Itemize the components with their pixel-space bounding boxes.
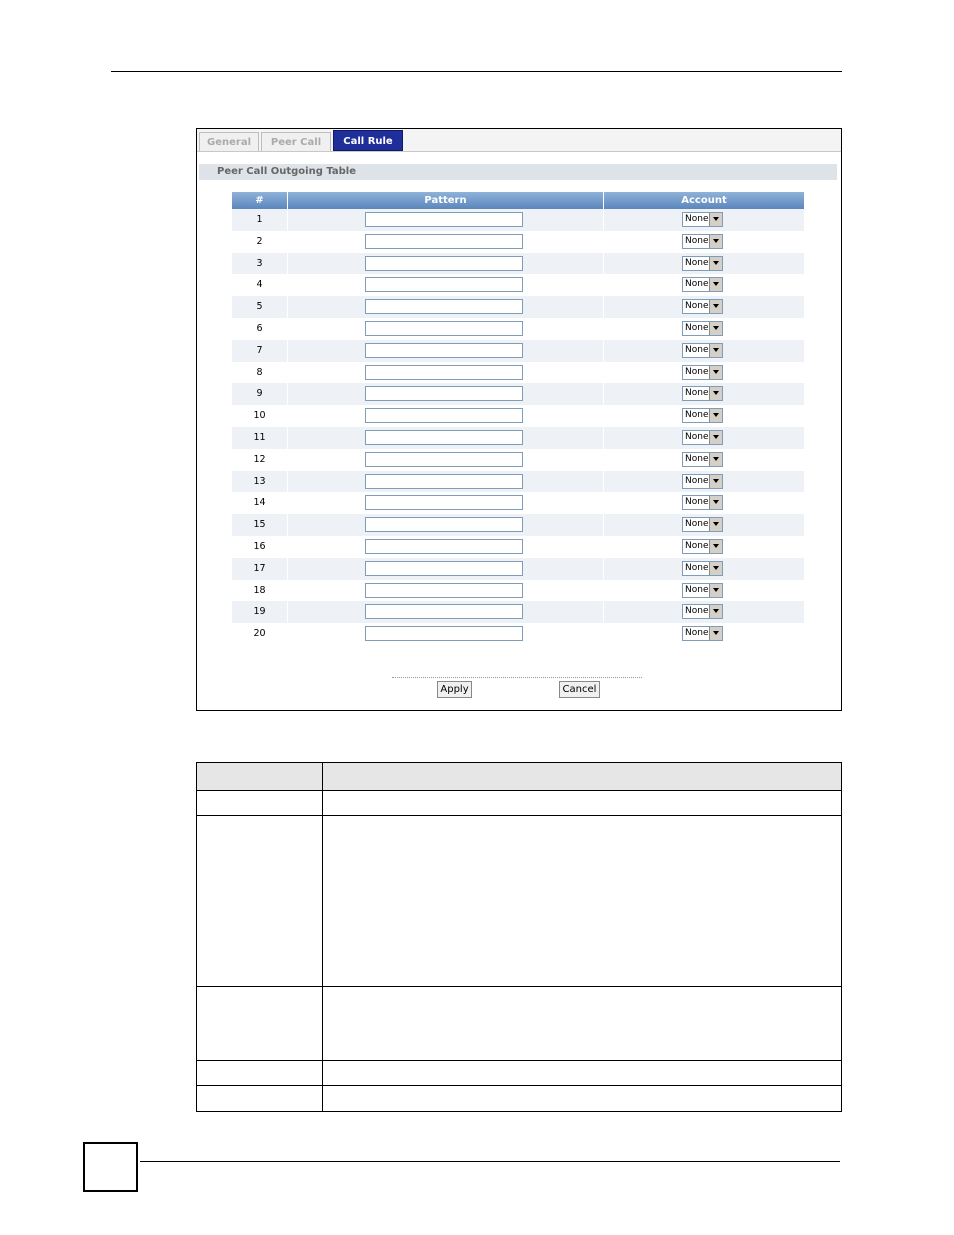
account-select-value: None bbox=[685, 366, 709, 377]
pattern-input[interactable] bbox=[365, 495, 523, 510]
tab-peer-call[interactable]: Peer Call bbox=[261, 132, 331, 151]
cell-divider bbox=[287, 253, 288, 275]
dropdown-arrow-icon[interactable] bbox=[709, 540, 722, 553]
dropdown-arrow-icon[interactable] bbox=[709, 605, 722, 618]
dropdown-arrow-icon[interactable] bbox=[709, 475, 722, 488]
dropdown-arrow-icon[interactable] bbox=[709, 627, 722, 640]
cell-divider bbox=[287, 427, 288, 449]
row-number: 3 bbox=[256, 257, 263, 269]
dropdown-arrow-icon[interactable] bbox=[709, 584, 722, 597]
row-number: 6 bbox=[256, 322, 263, 334]
account-select-value: None bbox=[685, 453, 709, 464]
cell-divider bbox=[603, 427, 604, 449]
row-number: 15 bbox=[253, 519, 266, 531]
section-title: Peer Call Outgoing Table bbox=[199, 164, 837, 180]
pattern-input[interactable] bbox=[365, 277, 523, 292]
footer-rule bbox=[140, 1161, 840, 1162]
table-divider bbox=[197, 1085, 841, 1086]
pattern-input[interactable] bbox=[365, 583, 523, 598]
cell-divider bbox=[287, 209, 288, 231]
cell-divider bbox=[603, 623, 604, 645]
pattern-input[interactable] bbox=[365, 343, 523, 358]
account-select-value: None bbox=[685, 322, 709, 333]
table-divider bbox=[197, 790, 841, 791]
dropdown-arrow-icon[interactable] bbox=[709, 344, 722, 357]
table-row bbox=[232, 558, 804, 580]
account-select[interactable] bbox=[682, 299, 723, 314]
cell-divider bbox=[287, 296, 288, 318]
cell-divider bbox=[603, 383, 604, 405]
row-number: 12 bbox=[253, 453, 266, 465]
row-number: 2 bbox=[256, 235, 263, 247]
account-select-value: None bbox=[685, 279, 709, 290]
row-number: 20 bbox=[253, 628, 266, 640]
pattern-input[interactable] bbox=[365, 604, 523, 619]
row-number: 16 bbox=[253, 540, 266, 552]
dropdown-arrow-icon[interactable] bbox=[709, 409, 722, 422]
cell-divider bbox=[603, 471, 604, 493]
row-number: 7 bbox=[256, 344, 263, 356]
dropdown-arrow-icon[interactable] bbox=[709, 496, 722, 509]
account-select-value: None bbox=[685, 540, 709, 551]
account-select-value: None bbox=[685, 497, 709, 508]
dropdown-arrow-icon[interactable] bbox=[709, 300, 722, 313]
account-select[interactable] bbox=[682, 495, 723, 510]
cell-divider bbox=[603, 274, 604, 296]
table-row bbox=[232, 427, 804, 449]
row-number: 5 bbox=[256, 301, 263, 313]
button-divider bbox=[392, 677, 642, 678]
table-row bbox=[232, 449, 804, 471]
pattern-input[interactable] bbox=[365, 386, 523, 401]
cell-divider bbox=[603, 580, 604, 602]
apply-button[interactable]: Apply bbox=[437, 681, 472, 698]
account-select[interactable] bbox=[682, 343, 723, 358]
account-select[interactable] bbox=[682, 321, 723, 336]
account-select[interactable] bbox=[682, 626, 723, 641]
account-select[interactable] bbox=[682, 430, 723, 445]
dropdown-arrow-icon[interactable] bbox=[709, 562, 722, 575]
row-number: 8 bbox=[256, 366, 263, 378]
header-rule bbox=[111, 71, 842, 72]
account-select-value: None bbox=[685, 519, 709, 530]
cell-divider bbox=[287, 405, 288, 427]
column-divider bbox=[322, 763, 323, 1111]
cell-divider bbox=[287, 492, 288, 514]
cell-divider bbox=[603, 340, 604, 362]
account-select[interactable] bbox=[682, 256, 723, 271]
description-table bbox=[196, 762, 842, 1112]
table-divider bbox=[197, 1060, 841, 1061]
account-select[interactable] bbox=[682, 212, 723, 227]
cell-divider bbox=[287, 231, 288, 253]
row-number: 10 bbox=[253, 410, 266, 422]
row-number: 18 bbox=[253, 584, 266, 596]
account-select-value: None bbox=[685, 606, 709, 617]
table-row bbox=[232, 405, 804, 427]
table-row bbox=[232, 383, 804, 405]
pattern-input[interactable] bbox=[365, 430, 523, 445]
pattern-input[interactable] bbox=[365, 212, 523, 227]
table-row bbox=[232, 514, 804, 536]
account-select[interactable] bbox=[682, 474, 723, 489]
table-header bbox=[232, 192, 804, 209]
table-divider bbox=[197, 815, 841, 816]
dropdown-arrow-icon[interactable] bbox=[709, 235, 722, 248]
cell-divider bbox=[287, 580, 288, 602]
pattern-input[interactable] bbox=[365, 626, 523, 641]
table-row bbox=[232, 471, 804, 493]
row-number: 19 bbox=[253, 606, 266, 618]
cell-divider bbox=[287, 362, 288, 384]
row-number: 4 bbox=[256, 279, 263, 291]
cell-divider bbox=[287, 623, 288, 645]
peer-call-outgoing-table bbox=[232, 192, 804, 645]
table-row bbox=[232, 362, 804, 384]
account-select-value: None bbox=[685, 344, 709, 355]
row-number: 11 bbox=[253, 431, 266, 443]
account-select-value: None bbox=[685, 475, 709, 486]
table-body bbox=[232, 209, 804, 645]
dropdown-arrow-icon[interactable] bbox=[709, 453, 722, 466]
cell-divider bbox=[603, 536, 604, 558]
tab-general[interactable]: General bbox=[199, 132, 259, 151]
dropdown-arrow-icon[interactable] bbox=[709, 322, 722, 335]
dropdown-arrow-icon[interactable] bbox=[709, 387, 722, 400]
dropdown-arrow-icon[interactable] bbox=[709, 213, 722, 226]
column-header-account: Account bbox=[604, 192, 804, 209]
account-select-value: None bbox=[685, 410, 709, 421]
dropdown-arrow-icon[interactable] bbox=[709, 431, 722, 444]
cell-divider bbox=[603, 362, 604, 384]
account-select-value: None bbox=[685, 388, 709, 399]
table-row bbox=[232, 492, 804, 514]
row-number: 14 bbox=[253, 497, 266, 509]
pattern-input[interactable] bbox=[365, 365, 523, 380]
cell-divider bbox=[603, 449, 604, 471]
dropdown-arrow-icon[interactable] bbox=[709, 257, 722, 270]
account-select[interactable] bbox=[682, 452, 723, 467]
call-rule-screen bbox=[196, 128, 842, 711]
tab-bar bbox=[197, 129, 841, 152]
table-row bbox=[232, 274, 804, 296]
account-select-value: None bbox=[685, 257, 709, 268]
pattern-input[interactable] bbox=[365, 517, 523, 532]
account-select-value: None bbox=[685, 235, 709, 246]
table-row bbox=[232, 340, 804, 362]
account-select[interactable] bbox=[682, 539, 723, 554]
cell-divider bbox=[603, 253, 604, 275]
pattern-input[interactable] bbox=[365, 408, 523, 423]
pattern-input[interactable] bbox=[365, 234, 523, 249]
cancel-button[interactable]: Cancel bbox=[559, 681, 600, 698]
table-row bbox=[232, 623, 804, 645]
account-select-value: None bbox=[685, 562, 709, 573]
table-row bbox=[232, 580, 804, 602]
table-row bbox=[232, 253, 804, 275]
cell-divider bbox=[603, 209, 604, 231]
cell-divider bbox=[287, 449, 288, 471]
account-select-value: None bbox=[685, 628, 709, 639]
pattern-input[interactable] bbox=[365, 539, 523, 554]
dropdown-arrow-icon[interactable] bbox=[709, 278, 722, 291]
account-select-value: None bbox=[685, 214, 709, 224]
account-select-value: None bbox=[685, 301, 709, 312]
account-select-value: None bbox=[685, 431, 709, 442]
description-table-header bbox=[197, 763, 841, 790]
account-select[interactable] bbox=[682, 234, 723, 249]
account-select[interactable] bbox=[682, 561, 723, 576]
table-row bbox=[232, 209, 804, 231]
row-number: 17 bbox=[253, 562, 266, 574]
table-row bbox=[232, 318, 804, 340]
cell-divider bbox=[287, 340, 288, 362]
cell-divider bbox=[603, 318, 604, 340]
cell-divider bbox=[287, 318, 288, 340]
cell-divider bbox=[603, 558, 604, 580]
account-select[interactable] bbox=[682, 517, 723, 532]
pattern-input[interactable] bbox=[365, 561, 523, 576]
pattern-input[interactable] bbox=[365, 321, 523, 336]
account-select[interactable] bbox=[682, 583, 723, 598]
dropdown-arrow-icon[interactable] bbox=[709, 518, 722, 531]
table-row bbox=[232, 601, 804, 623]
pattern-input[interactable] bbox=[365, 452, 523, 467]
pattern-input[interactable] bbox=[365, 474, 523, 489]
pattern-input[interactable] bbox=[365, 299, 523, 314]
column-header-pattern: Pattern bbox=[288, 192, 603, 209]
cell-divider bbox=[287, 601, 288, 623]
table-row bbox=[232, 296, 804, 318]
tab-call-rule[interactable]: Call Rule bbox=[333, 130, 403, 151]
cell-divider bbox=[287, 383, 288, 405]
cell-divider bbox=[287, 514, 288, 536]
account-select[interactable] bbox=[682, 277, 723, 292]
cell-divider bbox=[287, 536, 288, 558]
column-header-number: # bbox=[232, 192, 287, 209]
cell-divider bbox=[603, 231, 604, 253]
account-select[interactable] bbox=[682, 604, 723, 619]
table-row bbox=[232, 536, 804, 558]
row-number: 9 bbox=[256, 388, 263, 400]
table-divider bbox=[197, 986, 841, 987]
cell-divider bbox=[287, 274, 288, 296]
dropdown-arrow-icon[interactable] bbox=[709, 366, 722, 379]
cell-divider bbox=[287, 471, 288, 493]
cell-divider bbox=[287, 558, 288, 580]
account-select[interactable] bbox=[682, 365, 723, 380]
row-number: 13 bbox=[253, 475, 266, 487]
page-number-box bbox=[83, 1142, 138, 1192]
row-number: 1 bbox=[256, 214, 263, 225]
cell-divider bbox=[603, 296, 604, 318]
cell-divider bbox=[603, 492, 604, 514]
account-select[interactable] bbox=[682, 408, 723, 423]
pattern-input[interactable] bbox=[365, 256, 523, 271]
account-select[interactable] bbox=[682, 386, 723, 401]
account-select-value: None bbox=[685, 584, 709, 595]
cell-divider bbox=[603, 601, 604, 623]
cell-divider bbox=[603, 405, 604, 427]
table-row bbox=[232, 231, 804, 253]
cell-divider bbox=[603, 514, 604, 536]
